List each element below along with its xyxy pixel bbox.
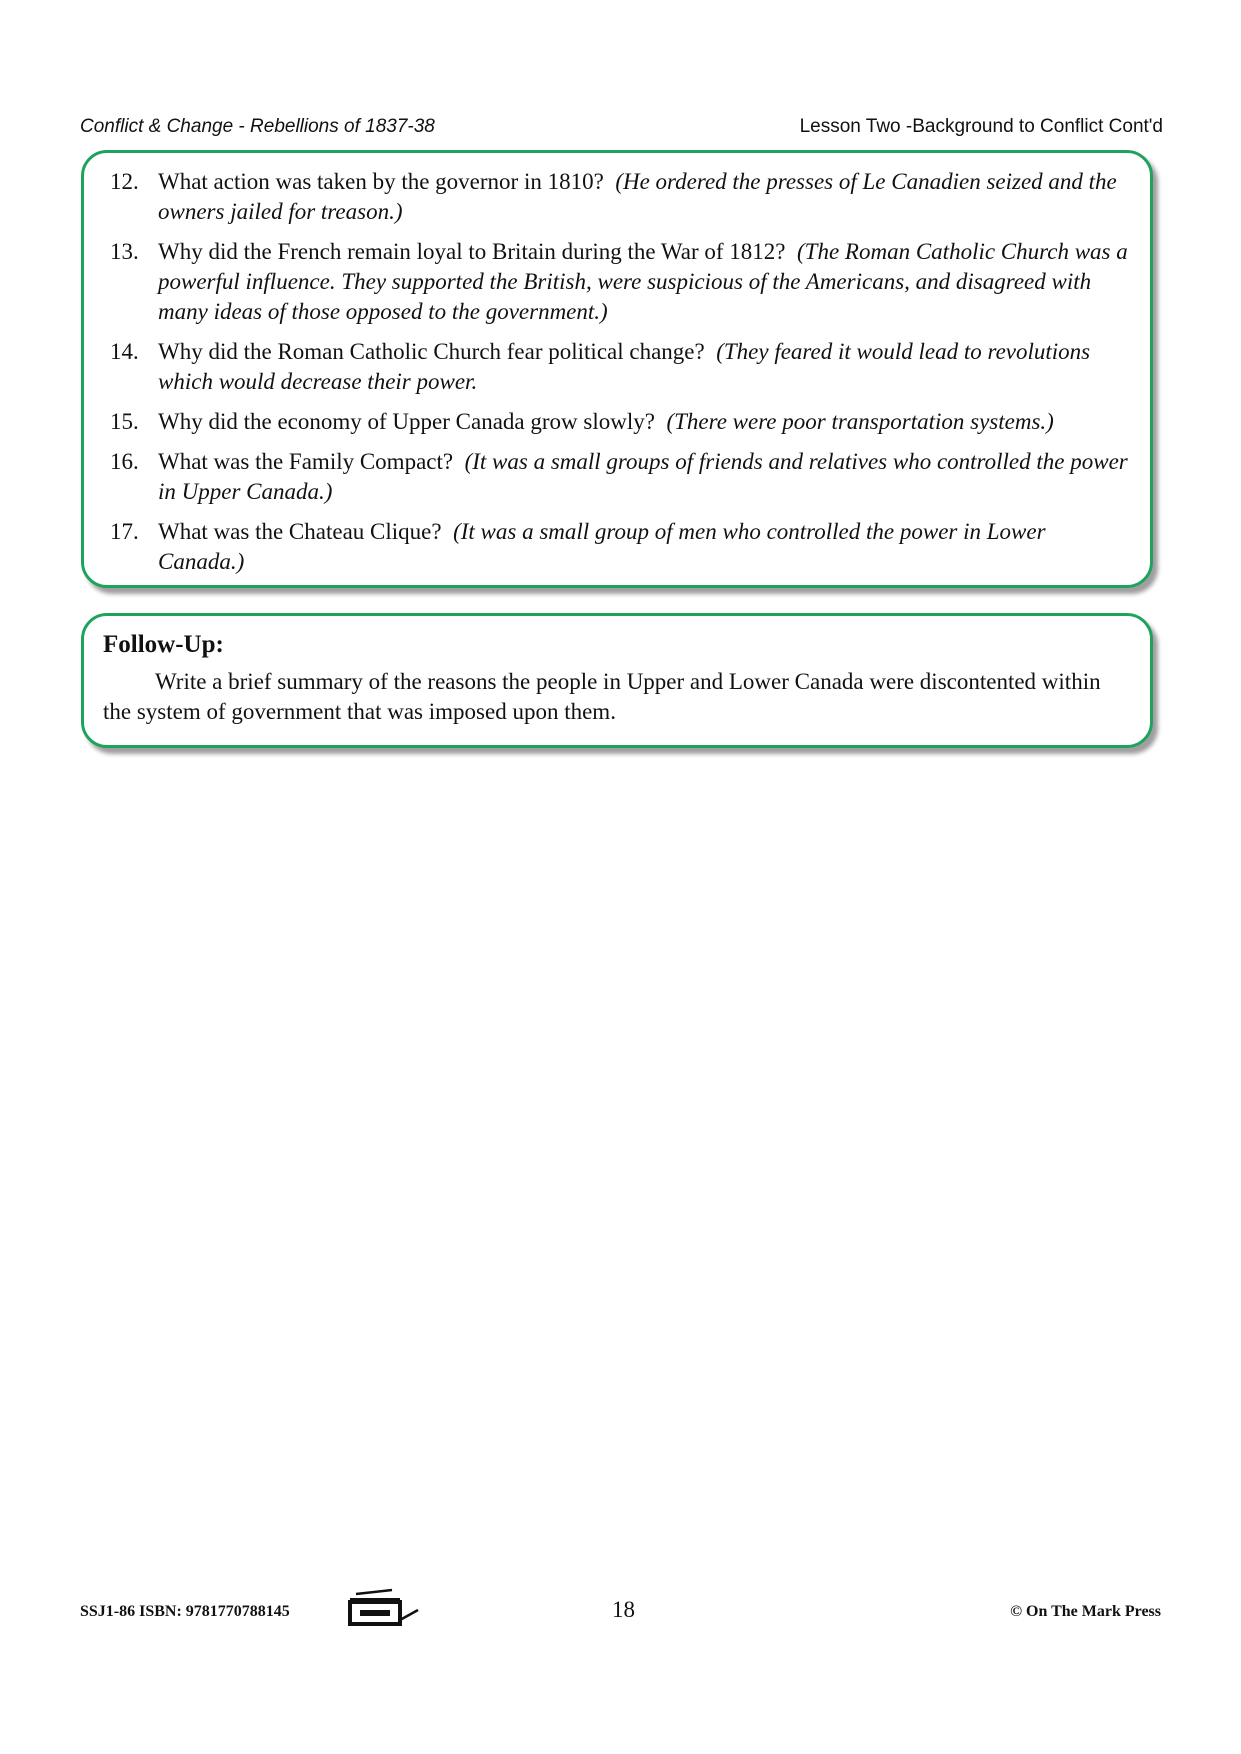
- question-text: Why did the economy of Upper Canada grow slowly?: [158, 409, 655, 434]
- question-number: 15.: [110, 409, 139, 434]
- answer-text: (There were poor transportation systems.): [666, 409, 1054, 434]
- copier-icon: [346, 1588, 422, 1633]
- answer-text: (He ordered the presses of Le Canadien seized and the owners jailed for treason.): [158, 169, 1117, 224]
- question-item: [110, 237, 1130, 327]
- footer-isbn: SSJ1-86 ISBN: 9781770788145: [80, 1603, 290, 1620]
- question-item: [110, 407, 1130, 437]
- page-number: 18: [612, 1597, 635, 1622]
- questions-box: [81, 150, 1153, 588]
- question-text: What was the Family Compact?: [158, 449, 454, 474]
- question-text: Why did the Roman Catholic Church fear political change?: [158, 339, 705, 364]
- footer-copyright: © On The Mark Press: [1010, 1603, 1161, 1620]
- answer-text: (The Roman Catholic Church was a powerful influence. They supported the British, were suspicious of the Americans, and disagreed with many ideas of those opposed to the government.): [158, 239, 1128, 324]
- question-number: 12.: [110, 169, 139, 194]
- question-item: [110, 167, 1130, 227]
- question-number: 13.: [110, 239, 139, 264]
- follow-up-box: [81, 613, 1153, 748]
- question-text: What action was taken by the governor in 1810?: [158, 169, 604, 194]
- question-number: 16.: [110, 449, 139, 474]
- question-text: What was the Chateau Clique?: [158, 519, 442, 544]
- running-header-lesson: Lesson Two -Background to Conflict Cont'd: [799, 116, 1163, 137]
- question-item: [110, 447, 1130, 507]
- question-item: [110, 517, 1130, 577]
- running-header-title: Conflict & Change - Rebellions of 1837-38: [80, 116, 435, 137]
- answer-text: (It was a small group of men who controlled the power in Lower Canada.): [158, 519, 1046, 574]
- question-item: [110, 337, 1130, 397]
- follow-up-text: Write a brief summary of the reasons the people in Upper and Lower Canada were discontented within the system of government that was imposed upon them.: [103, 669, 1101, 724]
- question-text: Why did the French remain loyal to Britain during the War of 1812?: [158, 239, 786, 264]
- question-number: 14.: [110, 339, 139, 364]
- follow-up-title: Follow-Up:: [103, 631, 224, 658]
- question-list: [84, 153, 1150, 577]
- answer-text: (They feared it would lead to revolutions which would decrease their power.: [158, 339, 1091, 394]
- answer-text: (It was a small groups of friends and relatives who controlled the power in Upper Canada.): [158, 449, 1128, 504]
- question-number: 17.: [110, 519, 139, 544]
